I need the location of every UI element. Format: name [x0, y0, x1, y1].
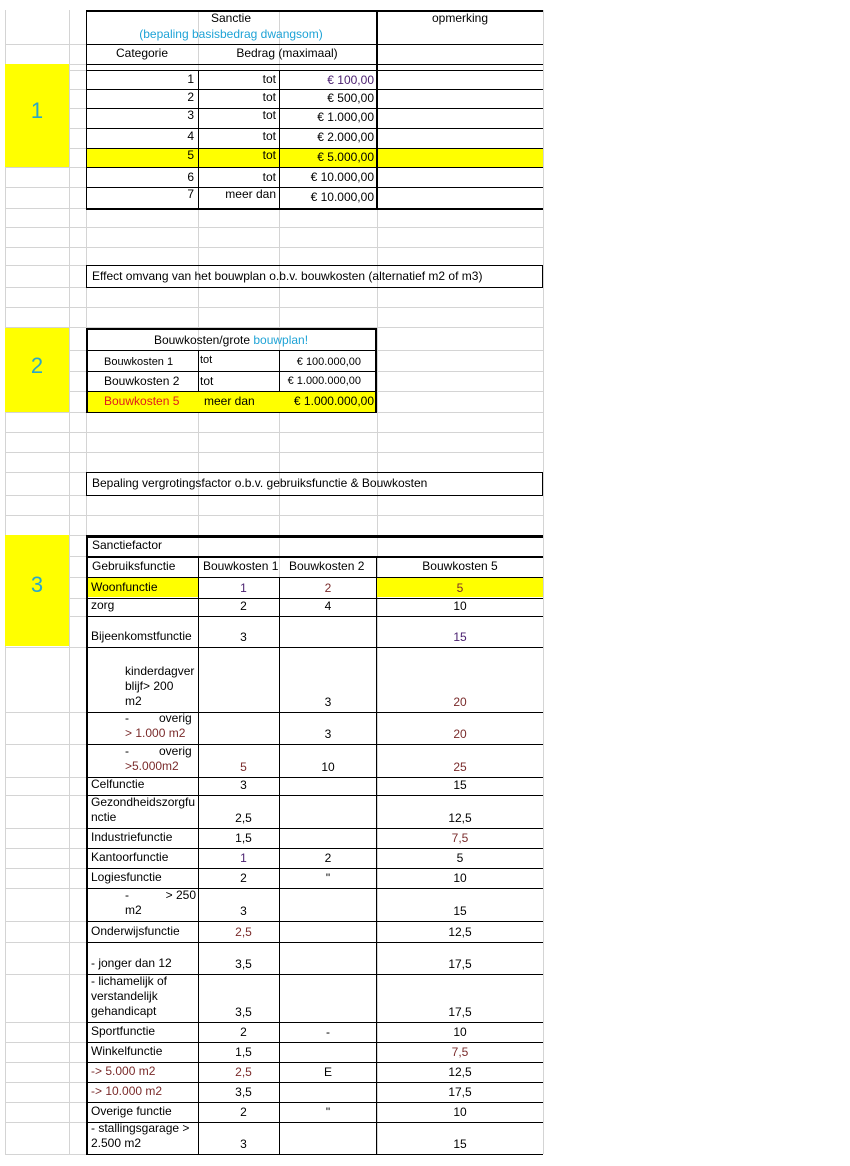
opmerking-header: opmerking	[431, 11, 489, 25]
category-amount: € 10.000,00	[310, 190, 374, 204]
factor-b5: 10	[453, 1105, 467, 1119]
gebruiksfunctie-label: verstandelijk	[91, 989, 158, 1003]
factor-b5: 5	[456, 851, 464, 865]
col-bedrag: Bedrag (maximaal)	[236, 46, 338, 60]
gebruiksfunctie-label: Industriefunctie	[91, 830, 173, 844]
category-amount: € 100,00	[327, 73, 374, 87]
gebruiksfunctie-label: nctie	[91, 810, 117, 824]
factor-b1: 3,5	[235, 1085, 252, 1099]
gebruiksfunctie-label: Woonfunctie	[91, 580, 158, 594]
factor-b5: 5	[456, 581, 464, 595]
col-bouwkosten-2: Bouwkosten 2	[289, 559, 365, 573]
category-amount: € 10.000,00	[310, 170, 374, 184]
gebruiksfunctie-label: kinderdagver	[125, 664, 195, 678]
factor-b1: 2	[240, 1025, 247, 1039]
factor-b1: 2,5	[235, 1065, 252, 1079]
gebruiksfunctie-label: m2	[125, 694, 142, 708]
gebruiksfunctie-label: Bijeenkomstfunctie	[91, 629, 192, 643]
factor-b1: 2	[240, 1105, 247, 1119]
bouwkosten-title	[86, 333, 376, 347]
col-bouwkosten-1: Bouwkosten 1	[203, 559, 279, 573]
section-number: 2	[30, 353, 44, 378]
gebruiksfunctie-label: 2.500 m2	[91, 1136, 142, 1150]
category-operator: tot	[262, 129, 276, 143]
factor-b1: 1	[240, 581, 247, 595]
factor-b1: 1,5	[235, 1045, 252, 1059]
category-amount: € 2.000,00	[317, 130, 374, 144]
bouwkosten-label: Bouwkosten 2	[104, 374, 180, 388]
gebruiksfunctie-label: Overige functie	[91, 1104, 172, 1118]
bouwkosten-label: Bouwkosten 5	[104, 394, 180, 408]
category-number: 5	[187, 148, 194, 162]
col-categorie: Categorie	[115, 46, 169, 60]
bouwkosten-title-b: bouwplan!	[253, 333, 309, 347]
sanctie-title: Sanctie	[210, 11, 252, 25]
category-number: 7	[187, 187, 194, 201]
section-number: 3	[30, 572, 44, 597]
factor-b1: 5	[240, 760, 247, 774]
factor-b2: 4	[324, 599, 332, 613]
gebruiksfunctie-label: - overig	[125, 744, 192, 758]
bouwkosten-amount: € 100.000,00	[296, 356, 361, 368]
gebruiksfunctie-label: Logiesfunctie	[91, 870, 162, 884]
factor-b2: E	[323, 1065, 332, 1079]
factor-b2: 2	[324, 851, 332, 865]
factor-b5: 7,5	[451, 1045, 469, 1059]
factor-b1: 2	[240, 599, 247, 613]
factor-b5: 15	[453, 630, 467, 644]
bouwkosten-label: Bouwkosten 1	[104, 356, 174, 368]
gebruiksfunctie-label: Winkelfunctie	[91, 1044, 163, 1058]
factor-b1: 3	[240, 630, 247, 644]
gebruiksfunctie-label: Gezondheidszorgfu	[91, 795, 196, 809]
gebruiksfunctie-label: - lichamelijk of	[91, 974, 168, 988]
gebruiksfunctie-label: > 1.000 m2	[125, 726, 186, 740]
factor-b1: 3	[240, 778, 247, 792]
category-operator: tot	[262, 90, 276, 104]
bouwkosten-op: tot	[200, 374, 214, 388]
factor-b1: 1,5	[235, 831, 252, 845]
gebruiksfunctie-label: Celfunctie	[91, 777, 145, 791]
category-operator: tot	[262, 108, 276, 122]
bouwkosten-amount: € 1.000.000,00	[287, 375, 361, 387]
factor-b5: 12,5	[448, 925, 472, 939]
category-number: 4	[187, 129, 194, 143]
factor-b1: 3	[240, 904, 247, 918]
col-gebruiksfunctie: Gebruiksfunctie	[92, 559, 176, 573]
gebruiksfunctie-label: - jonger dan 12	[91, 956, 172, 970]
col-bouwkosten-5: Bouwkosten 5	[422, 559, 498, 573]
factor-b2: -	[326, 1025, 330, 1039]
factor-b1: 2,5	[235, 925, 252, 939]
category-number: 1	[187, 72, 194, 86]
factor-b5: 17,5	[448, 1005, 472, 1019]
factor-b2: "	[325, 871, 331, 885]
gebruiksfunctie-label: -> 10.000 m2	[91, 1084, 163, 1098]
category-number: 2	[187, 90, 194, 104]
factor-b1: 1	[240, 851, 247, 865]
gebruiksfunctie-label: gehandicapt	[91, 1004, 157, 1018]
gebruiksfunctie-label: - > 250	[125, 888, 197, 902]
factor-b5: 10	[453, 871, 467, 885]
gebruiksfunctie-label: Kantoorfunctie	[91, 850, 169, 864]
factor-b2: 3	[324, 695, 332, 709]
gebruiksfunctie-label: - overig	[125, 711, 192, 725]
effect-text: Effect omvang van het bouwplan o.b.v. bouwkosten (alternatief m2 of m3)	[92, 269, 483, 283]
gebruiksfunctie-label: - stallingsgarage >	[91, 1121, 190, 1135]
factor-b5: 25	[453, 760, 467, 774]
factor-b5: 12,5	[448, 811, 472, 825]
factor-b2: "	[325, 1105, 331, 1119]
factor-b5: 20	[453, 727, 467, 741]
factor-b2: 2	[324, 581, 332, 595]
bouwkosten-op: tot	[200, 354, 213, 366]
factor-b2: 10	[321, 760, 335, 774]
bouwkosten-amount: € 1.000.000,00	[293, 394, 374, 408]
category-number: 3	[187, 108, 194, 122]
factor-b5: 15	[453, 778, 467, 792]
factor-b5: 7,5	[451, 831, 469, 845]
factor-b1: 2	[240, 871, 247, 885]
factor-b1: 3	[240, 1137, 247, 1151]
section-number: 1	[30, 98, 44, 123]
factor-b5: 15	[453, 1137, 467, 1151]
factor-b5: 20	[453, 695, 467, 709]
factor-b1: 3,5	[235, 1005, 252, 1019]
gebruiksfunctie-label: zorg	[91, 598, 115, 612]
factor-b5: 10	[453, 599, 467, 613]
factor-b1: 2,5	[235, 811, 252, 825]
category-operator: tot	[262, 72, 276, 86]
factor-b5: 15	[453, 904, 467, 918]
factor-b1: 3,5	[235, 957, 252, 971]
sanctie-subtitle: (bepaling basisbedrag dwangsom)	[139, 27, 323, 41]
category-amount: € 1.000,00	[317, 110, 374, 124]
factor-b5: 12,5	[448, 1065, 472, 1079]
factor-b5: 10	[453, 1025, 467, 1039]
category-number: 6	[187, 170, 194, 184]
category-operator: tot	[262, 148, 276, 162]
gebruiksfunctie-label: m2	[125, 903, 142, 917]
category-operator: tot	[262, 170, 276, 184]
category-amount: € 5.000,00	[317, 150, 374, 164]
bouwkosten-op: meer dan	[204, 394, 255, 408]
gebruiksfunctie-label: -> 5.000 m2	[91, 1064, 156, 1078]
gebruiksfunctie-label: Onderwijsfunctie	[91, 924, 180, 938]
bouwkosten-title-a: Bouwkosten/grote	[153, 333, 254, 347]
category-operator: meer dan	[225, 187, 276, 201]
factor-b2: 3	[324, 727, 332, 741]
factor-title: Sanctiefactor	[92, 538, 163, 552]
factor-b5: 17,5	[448, 1085, 472, 1099]
vergroting-text: Bepaling vergrotingsfactor o.b.v. gebruiksfunctie & Bouwkosten	[92, 476, 428, 490]
category-amount: € 500,00	[327, 91, 374, 105]
factor-b5: 17,5	[448, 957, 472, 971]
gebruiksfunctie-label: >5.000m2	[125, 759, 179, 773]
gebruiksfunctie-label: blijf> 200	[125, 679, 174, 693]
gebruiksfunctie-label: Sportfunctie	[91, 1024, 156, 1038]
